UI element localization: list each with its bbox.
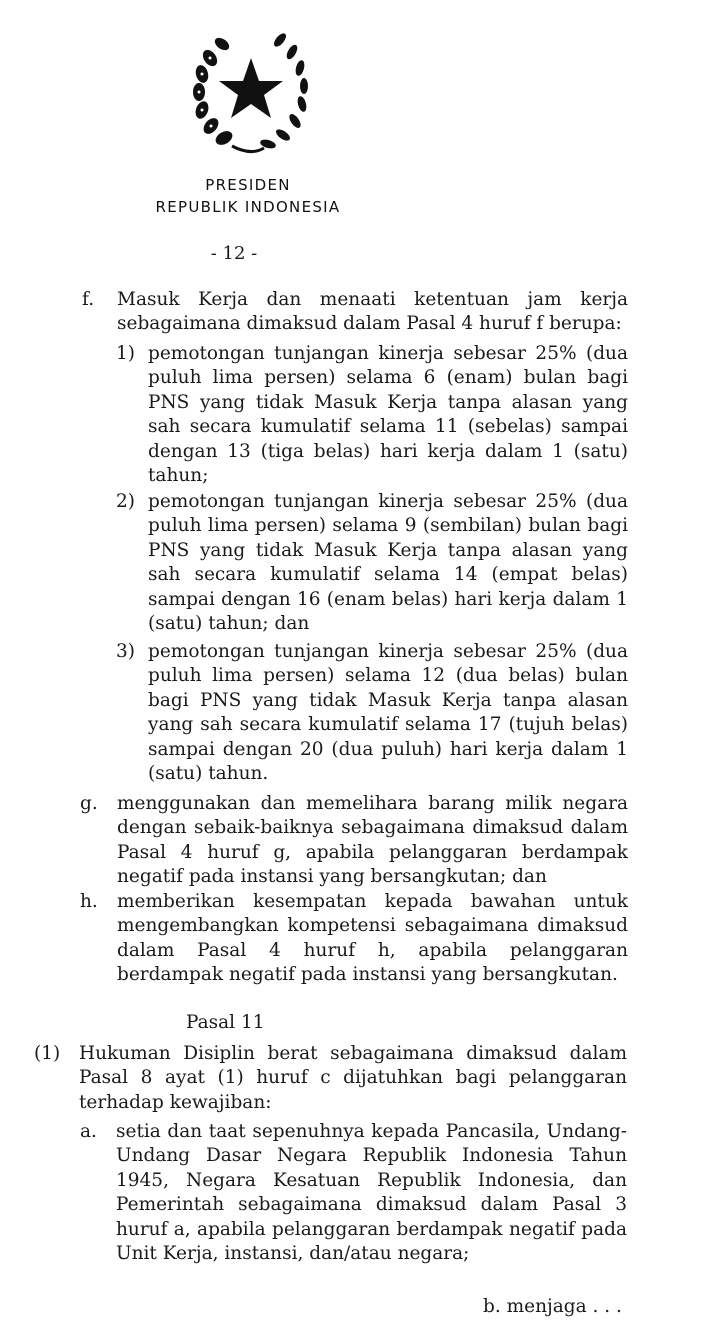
item-f-3-label: 3)	[116, 641, 135, 662]
presidential-emblem-icon	[188, 18, 314, 158]
paragraph-1-item-a-text: setia dan taat sepenuhnya kepada Pancasila, Undang-Undang Dasar Negara Republik Indonesia Tahun 1945, Negara Kesatuan Republik Indonesia, dan Pemerintah sebagaimana dimaksud dalam Pasal 3 huruf a, apabila pelanggaran berdampak negatif pada Unit Kerja, instansi, dan/atau negara;	[116, 1121, 627, 1265]
item-f-text: Masuk Kerja dan menaati ketentuan jam kerja sebagaimana dimaksud dalam Pasal 4 huruf f berupa:	[117, 289, 628, 335]
item-h-text: memberikan kesempatan kepada bawahan untuk mengembangkan kompetensi sebagaimana dimaksud dalam Pasal 4 huruf h, apabila pelanggaran berdampak negatif pada instansi yang bersangkutan.	[117, 891, 628, 986]
header-president: PRESIDEN	[205, 176, 291, 194]
item-h-label: h.	[80, 891, 98, 912]
item-g-text: menggunakan dan memelihara barang milik negara dengan sebaik-baiknya sebagaimana dimaksud dalam Pasal 4 huruf g, apabila pelanggaran berdampak negatif pada instansi yang bersangkutan; dan	[117, 793, 628, 888]
continuation-marker: b. menjaga . . .	[483, 1296, 622, 1317]
item-g-label: g.	[80, 793, 98, 814]
paragraph-1-label: (1)	[34, 1043, 61, 1064]
item-f-3-text: pemotongan tunjangan kinerja sebesar 25% (dua puluh lima persen) selama 12 (dua belas) bulan bagi PNS yang tidak Masuk Kerja tanpa alasan yang sah secara kumulatif selama 17 (tujuh belas) sampai dengan 20 (dua puluh) hari kerja dalam 1 (satu) tahun.	[148, 641, 628, 785]
header-republic: REPUBLIK INDONESIA	[155, 198, 341, 216]
article-title: Pasal 11	[186, 1012, 265, 1033]
item-f-label: f.	[82, 289, 95, 310]
paragraph-1-text: Hukuman Disiplin berat sebagaimana dimaksud dalam Pasal 8 ayat (1) huruf c dijatuhkan bagi pelanggaran terhadap kewajiban:	[79, 1043, 627, 1113]
item-f-2-text: pemotongan tunjangan kinerja sebesar 25% (dua puluh lima persen) selama 9 (sembilan) bulan bagi PNS yang tidak Masuk Kerja tanpa alasan yang sah secara kumulatif selama 14 (empat belas) sampai dengan 16 (enam belas) hari kerja dalam 1 (satu) tahun; dan	[148, 491, 628, 635]
item-f-2-label: 2)	[116, 491, 135, 512]
item-f-1-text: pemotongan tunjangan kinerja sebesar 25% (dua puluh lima persen) selama 6 (enam) bulan bagi PNS yang tidak Masuk Kerja tanpa alasan yang sah secara kumulatif selama 11 (sebelas) sampai dengan 13 (tiga belas) hari kerja dalam 1 (satu) tahun;	[148, 343, 628, 487]
paragraph-1-item-a-label: a.	[80, 1121, 97, 1142]
item-f-1-label: 1)	[116, 343, 135, 364]
page-number: - 12 -	[210, 243, 258, 264]
